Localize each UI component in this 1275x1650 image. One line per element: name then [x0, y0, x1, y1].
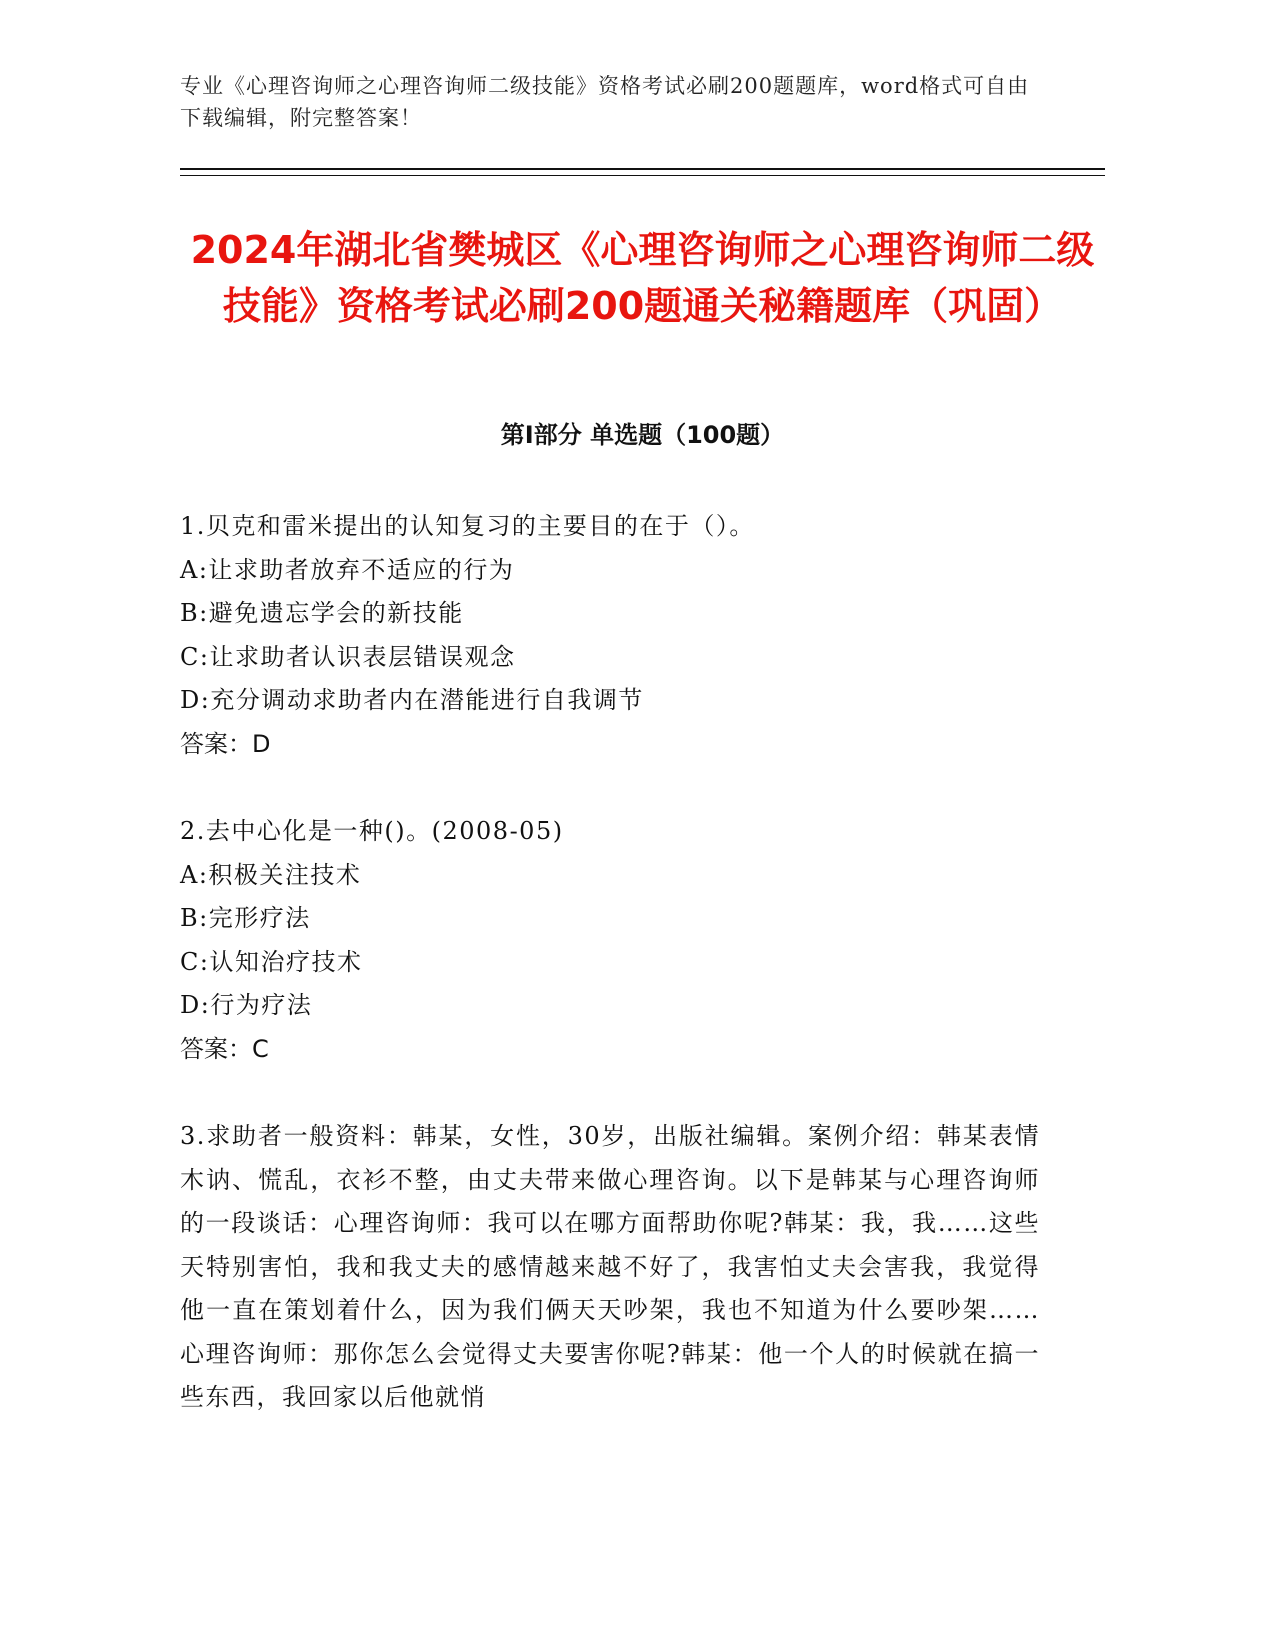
option-d: D:行为疗法 — [180, 991, 313, 1019]
question-3 — [180, 1115, 1040, 1420]
question-1 — [180, 505, 1040, 766]
option-c: C:认知治疗技术 — [180, 947, 363, 976]
option-a: A:积极关注技术 — [180, 860, 362, 889]
question-list — [180, 505, 1040, 1464]
option-b: B:避免遗忘学会的新技能 — [180, 599, 464, 627]
header-rule-thin — [180, 175, 1105, 176]
option-a: A:让求助者放弃不适应的行为 — [180, 555, 515, 584]
header-note: 专业《心理咨询师之心理咨询师二级技能》资格考试必刷200题题库，word格式可自由下载编辑，附完整答案！ — [180, 74, 1030, 130]
section-title: 第Ⅰ部分 单选题（100题） — [500, 421, 785, 449]
question-stem: 3.求助者一般资料：韩某，女性，30岁，出版社编辑。案例介绍：韩某表情木讷、慌乱，衣衫不整，由丈夫带来做心理咨询。以下是韩某与心理咨询师的一段谈话：心理咨询师：我可以在哪方面帮助你呢?韩某：我，我……这些天特别害怕，我和我丈夫的感情越来越不好了，我害怕丈夫会害我，我觉得他一直在策划着什么，因为我们俩天天吵架，我也不知道为什么要吵架……心理咨询师：那你怎么会觉得丈夫要害你呢?韩某：他一个人的时候就在搞一些东西，我回家以后他就悄 — [180, 1122, 1040, 1411]
answer: 答案：D — [180, 729, 271, 758]
option-b: B:完形疗法 — [180, 904, 311, 932]
document-title: 2024年湖北省樊城区《心理咨询师之心理咨询师二级技能》资格考试必刷200题通关秘籍题库（巩固） — [190, 228, 1095, 328]
answer: 答案：C — [180, 1034, 269, 1063]
option-c: C:让求助者认识表层错误观念 — [180, 642, 516, 671]
option-d: D:充分调动求助者内在潜能进行自我调节 — [180, 686, 644, 714]
question-stem: 2.去中心化是一种()。(2008-05) — [180, 817, 564, 845]
question-2 — [180, 810, 1040, 1071]
header-rule-thick — [180, 168, 1105, 170]
question-stem: 1.贝克和雷米提出的认知复习的主要目的在于（）。 — [180, 512, 755, 540]
